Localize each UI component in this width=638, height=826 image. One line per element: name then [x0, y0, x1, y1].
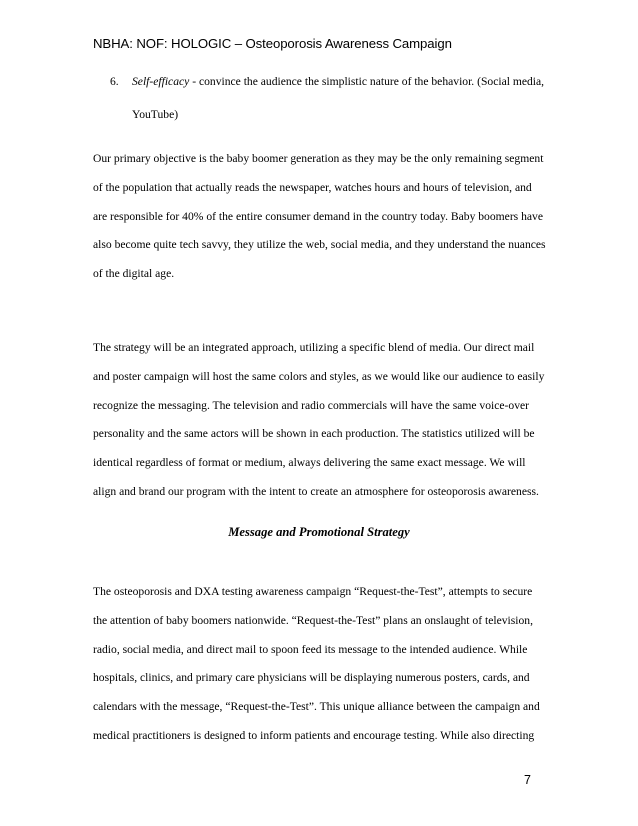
text-line: The strategy will be an integrated approach, utilizing a specific blend of media. Our direct mail	[93, 341, 535, 354]
text-line: Our primary objective is the baby boomer generation as they may be the only remaining segment	[93, 152, 544, 165]
text-line: and poster campaign will host the same colors and styles, as we would like our audience to easily	[93, 369, 545, 383]
text-line: hospitals, clinics, and primary care physicians will be displaying numerous posters, cards, and	[93, 671, 530, 685]
page-number: 7	[524, 773, 531, 787]
list-text-line-2: YouTube)	[132, 108, 179, 121]
text-line: the attention of baby boomers nationwide. “Request-the-Test” plans an onslaught of television,	[93, 613, 533, 627]
list-text-line-1: - convince the audience the simplistic nature of the behavior. (Social media,	[189, 75, 545, 88]
text-line: The osteoporosis and DXA testing awareness campaign “Request-the-Test”, attempts to secure	[93, 585, 533, 598]
list-item-self-efficacy	[110, 65, 560, 131]
text-line: personality and the same actors will be shown in each production. The statistics utilized will be	[93, 427, 535, 441]
text-line: radio, social media, and direct mail to spoon feed its message to the intended audience. While	[93, 642, 528, 656]
paragraph-strategy	[93, 334, 548, 507]
paragraph-campaign	[93, 578, 548, 751]
text-line: calendars with the message, “Request-the-Test”. This unique alliance between the campaign and	[93, 700, 540, 714]
text-line: are responsible for 40% of the entire consumer demand in the country today. Baby boomers have	[93, 209, 543, 223]
text-line: recognize the messaging. The television and radio commercials will have the same voice-over	[93, 398, 530, 412]
list-item-body	[132, 65, 560, 131]
list-term: Self-efficacy	[132, 75, 190, 88]
text-line: medical practitioners is designed to inform patients and encourage testing. While also directing	[93, 728, 535, 742]
text-line: identical regardless of format or medium, always delivering the same exact message. We will	[93, 456, 526, 470]
text-line: align and brand our program with the intent to create an atmosphere for osteoporosis awareness.	[93, 484, 539, 498]
text-line: of the digital age.	[93, 267, 175, 281]
text-line: also become quite tech savvy, they utilize the web, social media, and they understand the nuances	[93, 238, 546, 252]
list-number: 6.	[110, 75, 119, 88]
text-line: of the population that actually reads the newspaper, watches hours and hours of television, and	[93, 180, 532, 194]
running-header: NBHA: NOF: HOLOGIC – Osteoporosis Awareness Campaign	[93, 36, 452, 51]
paragraph-objective	[93, 145, 548, 289]
section-heading: Message and Promotional Strategy	[228, 525, 410, 539]
